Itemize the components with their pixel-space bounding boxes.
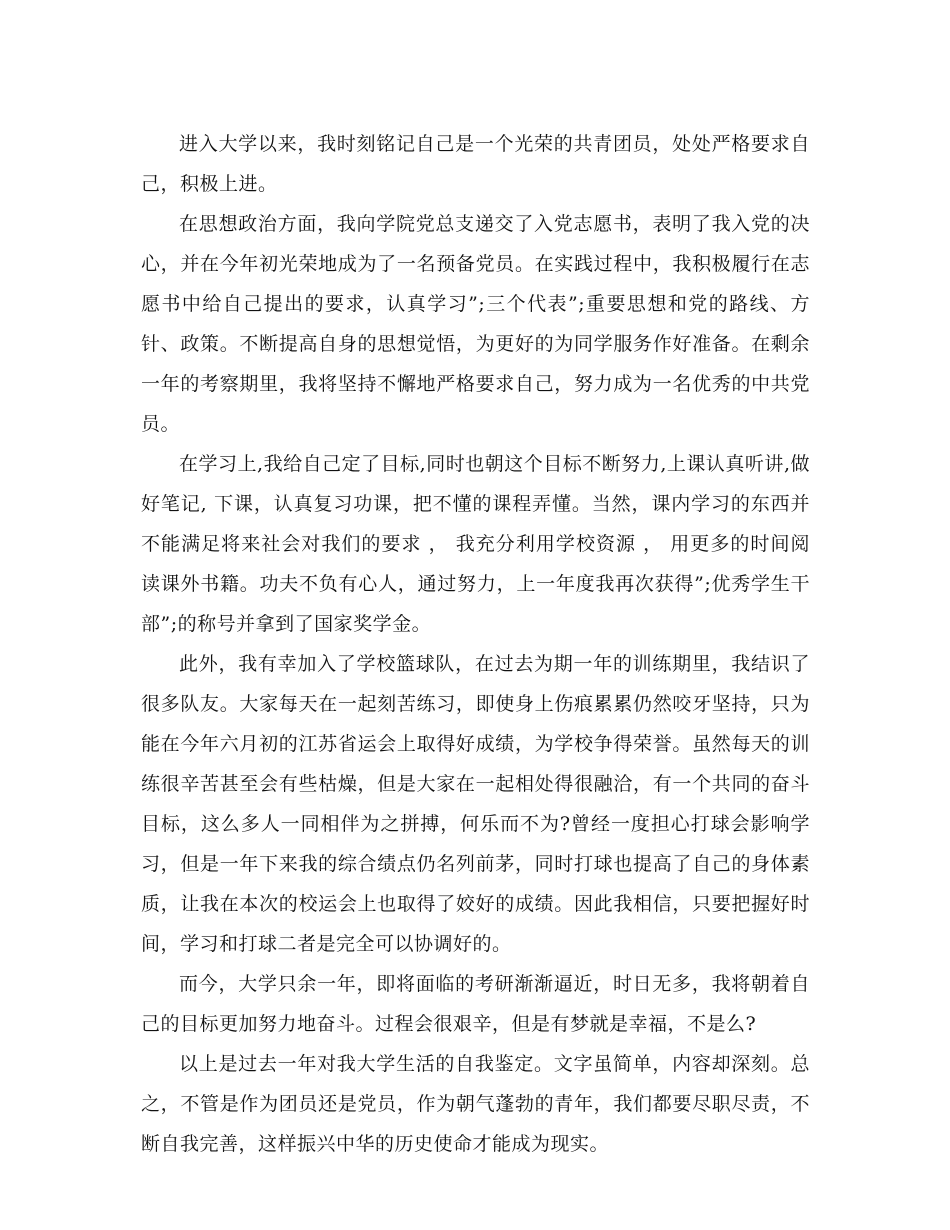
paragraph-conclusion: 以上是过去一年对我大学生活的自我鉴定。文字虽简单，内容却深刻。总之，不管是作为团员还是党员，作为朝气蓬勃的青年，我们都要尽职尽责，不断自我完善，这样振兴中华的历史使命才能成为现实。 bbox=[141, 1053, 810, 1155]
document-body bbox=[141, 124, 810, 1164]
paragraph-future: 而今，大学只余一年，即将面临的考研渐渐逼近，时日无多，我将朝着自己的目标更加努力地奋斗。过程会很艰辛，但是有梦就是幸福，不是么? bbox=[141, 973, 810, 1035]
paragraph-political: 在思想政治方面，我向学院党总支递交了入党志愿书，表明了我入党的决心，并在今年初光荣地成为了一名预备党员。在实践过程中，我积极履行在志愿书中给自己提出的要求，认真学习”;三个代表”;重要思想和党的路线、方针、政策。不断提高自身的思想觉悟，为更好的为同学服务作好准备。在剩余一年的考察期里，我将坚持不懈地严格要求自己，努力成为一名优秀的中共党员。 bbox=[141, 213, 810, 435]
paragraph-basketball: 此外，我有幸加入了学校篮球队，在过去为期一年的训练期里，我结识了很多队友。大家每天在一起刻苦练习，即使身上伤痕累累仍然咬牙坚持，只为能在今年六月初的江苏省运会上取得好成绩，为学校争得荣誉。虽然每天的训练很辛苦甚至会有些枯燥，但是大家在一起相处得很融洽，有一个共同的奋斗目标，这么多人一同相伴为之拼搏，何乐而不为?曾经一度担心打球会影响学习，但是一年下来我的综合绩点仍名列前茅，同时打球也提高了自己的身体素质，让我在本次的校运会上也取得了姣好的成绩。因此我相信，只要把握好时间，学习和打球二者是完全可以协调好的。 bbox=[141, 653, 810, 955]
paragraph-study: 在学习上,我给自己定了目标,同时也朝这个目标不断努力,上课认真听讲,做好笔记, 下课，认真复习功课，把不懂的课程弄懂。当然，课内学习的东西并不能满足将来社会对我们的要求 ， 我充分利用学校资源 ， 用更多的时间阅读课外书籍。功夫不负有心人，通过努力，上一年度我再次获得”;优秀学生干部”;的称号并拿到了国家奖学金。 bbox=[141, 453, 810, 635]
paragraph-intro: 进入大学以来，我时刻铭记自己是一个光荣的共青团员，处处严格要求自己，积极上进。 bbox=[141, 133, 810, 195]
